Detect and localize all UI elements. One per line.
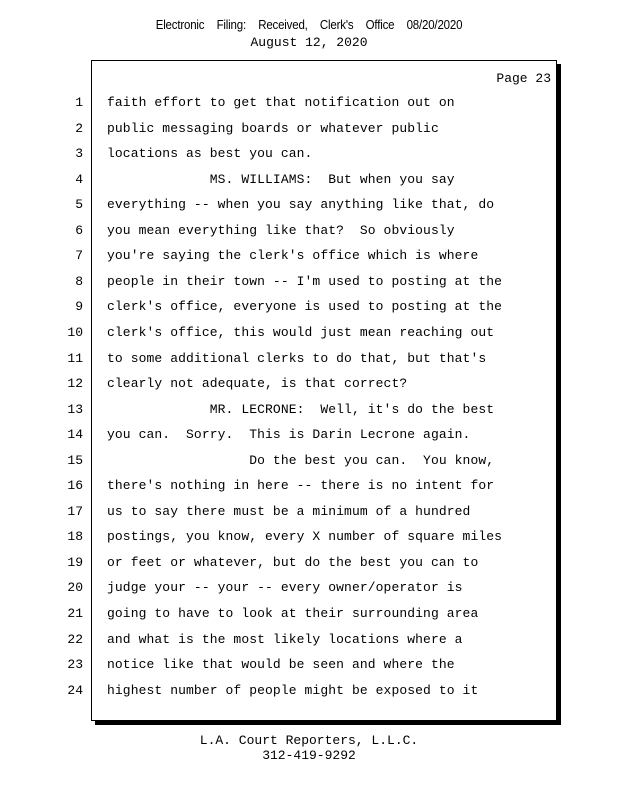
line-text: judge your -- your -- every owner/operator is [107, 580, 463, 596]
line-number: 3 [75, 146, 83, 162]
filing-stamp-part: Received, [258, 18, 308, 32]
line-number: 14 [67, 427, 83, 443]
line-number: 11 [67, 350, 83, 366]
line-text: locations as best you can. [107, 146, 313, 162]
line-number: 12 [67, 376, 83, 392]
line-number: 9 [75, 299, 83, 315]
filing-stamp-part: Filing: [216, 18, 246, 32]
line-text: and what is the most likely locations where a [107, 631, 463, 647]
line-text: you mean everything like that? So obviously [107, 222, 455, 238]
filing-stamp-part: 08/20/2020 [406, 18, 463, 32]
line-number: 22 [67, 631, 83, 647]
line-number: 13 [67, 401, 83, 417]
line-text: clerk's office, everyone is used to posting at the [107, 299, 503, 315]
line-text: everything -- when you say anything like that, do [107, 197, 495, 213]
line-number: 1 [75, 95, 83, 110]
filing-stamp-part: Electronic [155, 18, 205, 32]
transcript-date: August 12, 2020 [250, 35, 368, 50]
line-number: 15 [67, 452, 83, 468]
reporter-company: L.A. Court Reporters, L.L.C. [199, 733, 419, 748]
filing-stamp [25, 18, 594, 32]
line-text: us to say there must be a minimum of a hundred [107, 503, 471, 519]
line-text: you're saying the clerk's office which is where [107, 248, 479, 264]
line-text: MS. WILLIAMS: But when you say [107, 171, 455, 187]
reporter-phone: 312-419-9292 [262, 748, 356, 763]
line-number: 21 [67, 606, 83, 621]
line-text: clerk's office, this would just mean reaching out [107, 324, 495, 340]
line-text: faith effort to get that notification out on [107, 95, 455, 110]
line-number: 10 [67, 324, 83, 340]
line-text: to some additional clerks to do that, but that's [107, 350, 487, 366]
filing-stamp-part: Clerk's [319, 18, 354, 32]
line-number: 24 [67, 682, 83, 698]
line-text: notice like that would be seen and where the [107, 657, 455, 673]
line-number: 16 [67, 478, 83, 494]
line-number: 6 [75, 222, 83, 238]
line-text: clearly not adequate, is that correct? [107, 376, 408, 392]
line-text: public messaging boards or whatever public [107, 120, 439, 136]
filing-stamp-part: Office [365, 18, 395, 32]
line-number: 18 [67, 529, 83, 545]
line-text: highest number of people might be exposed to it [107, 682, 479, 698]
line-text: MR. LECRONE: Well, it's do the best [107, 401, 495, 417]
line-text: people in their town -- I'm used to posting at the [107, 273, 503, 289]
line-text: going to have to look at their surrounding area [107, 606, 479, 621]
line-number: 8 [75, 273, 83, 289]
line-number: 19 [67, 554, 83, 570]
line-number: 17 [67, 503, 83, 519]
line-number: 5 [75, 197, 83, 213]
line-text: or feet or whatever, but do the best you can to [107, 554, 479, 570]
line-number: 20 [67, 580, 83, 596]
line-number: 4 [75, 171, 83, 187]
line-number: 23 [67, 657, 83, 673]
line-number: 2 [75, 120, 83, 136]
line-number: 7 [75, 248, 83, 264]
line-text: Do the best you can. You know, [107, 452, 495, 468]
page-number: Page 23 [496, 71, 551, 86]
line-text: you can. Sorry. This is Darin Lecrone again. [107, 427, 471, 443]
line-text: postings, you know, every X number of square miles [107, 529, 503, 545]
line-text: there's nothing in here -- there is no intent for [107, 478, 495, 494]
